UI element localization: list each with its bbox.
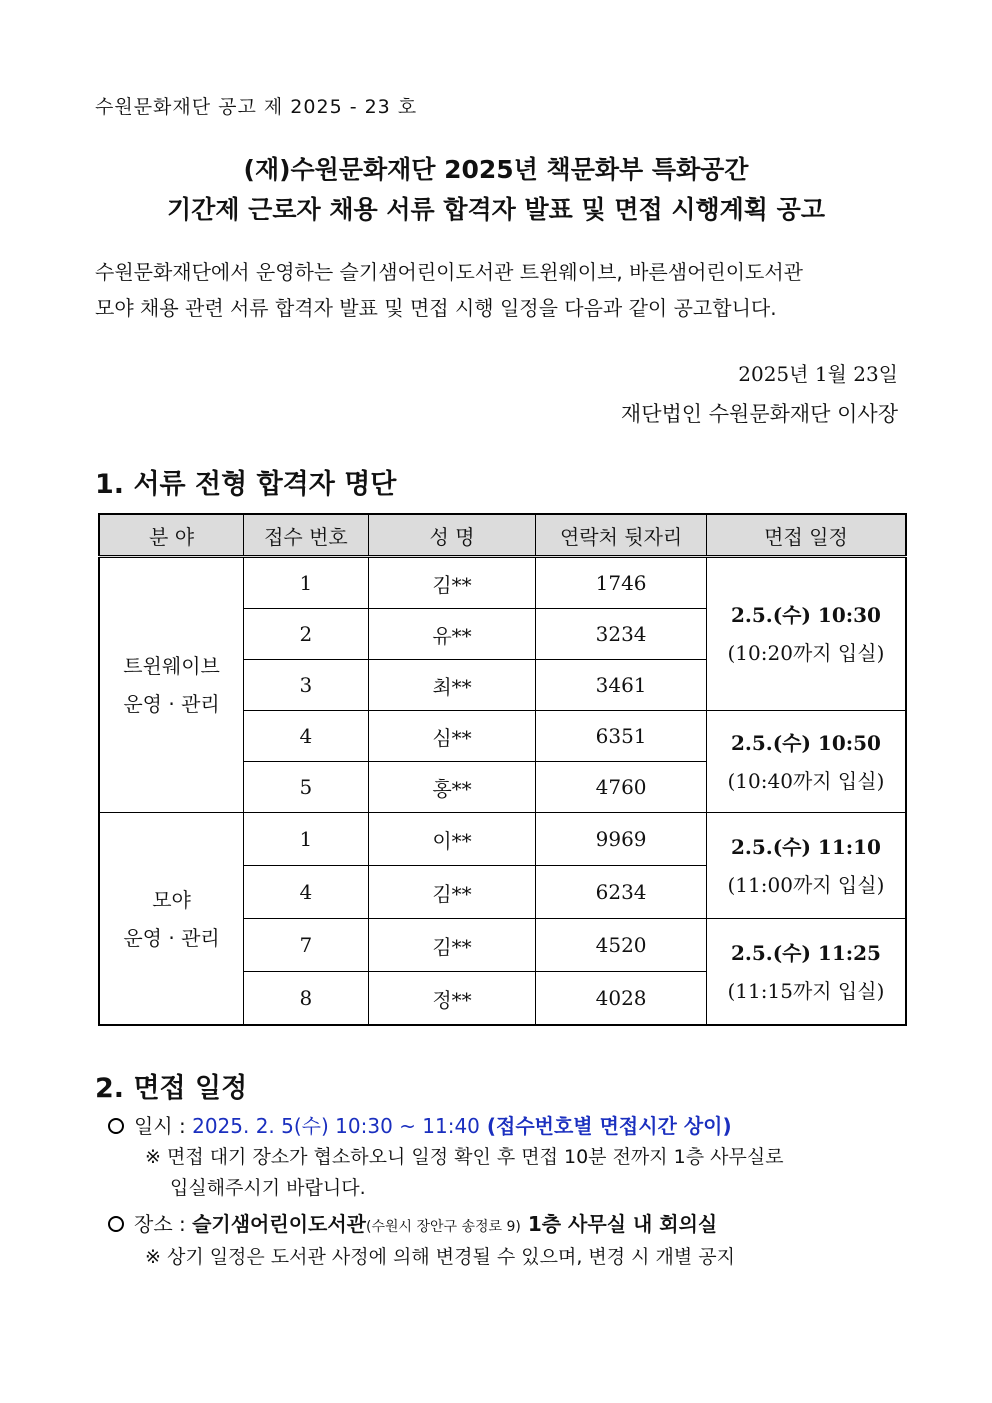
place-name: 슬기샘어린이도서관 xyxy=(192,1212,366,1236)
interview-schedule xyxy=(706,813,906,919)
receipt-no: 4 xyxy=(244,866,369,919)
check-in-time: (11:15까지 입실) xyxy=(727,978,885,1003)
place-label: 장소 : xyxy=(134,1212,193,1236)
applicant-name: 유** xyxy=(368,609,536,660)
receipt-no: 8 xyxy=(244,972,369,1026)
applicant-name: 심** xyxy=(368,711,536,762)
schedule-item xyxy=(108,1110,732,1139)
receipt-no: 7 xyxy=(244,919,369,972)
place-address: (수원시 장안구 송정로 9) xyxy=(365,1219,521,1235)
notice-number: 수원문화재단 공고 제 2025 - 23 호 xyxy=(95,96,418,118)
receipt-no: 5 xyxy=(244,762,369,813)
phone-suffix: 3461 xyxy=(536,660,707,711)
header-phone: 연락처 뒷자리 xyxy=(536,514,707,557)
phone-suffix: 6234 xyxy=(536,866,707,919)
check-in-time: (10:40까지 입실) xyxy=(727,768,885,793)
interview-time: 2.5.(수) 11:25 xyxy=(730,940,881,965)
announcement-date: 2025년 1월 23일 xyxy=(738,362,898,386)
receipt-no: 1 xyxy=(244,557,369,609)
phone-suffix: 4760 xyxy=(536,762,707,813)
interview-schedule xyxy=(706,919,906,1026)
dept-role: 운영 · 관리 xyxy=(123,925,220,950)
title-line-2: 기간제 근로자 채용 서류 합격자 발표 및 면접 시행계획 공고 xyxy=(167,195,825,224)
phone-suffix: 6351 xyxy=(536,711,707,762)
schedule-remark: (접수번호별 면접시간 상이) xyxy=(479,1114,732,1138)
receipt-no: 4 xyxy=(244,711,369,762)
phone-suffix: 4520 xyxy=(536,919,707,972)
section-1-title: 1. 서류 전형 합격자 명단 xyxy=(95,469,397,500)
check-in-time: (11:00까지 입실) xyxy=(727,872,885,897)
intro-line-1: 수원문화재단에서 운영하는 슬기샘어린이도서관 트윈웨이브, 바른샘어린이도서관 xyxy=(95,260,803,284)
interview-schedule xyxy=(706,557,906,711)
header-dept: 분 야 xyxy=(99,514,244,557)
place-room: 1층 사무실 내 회의실 xyxy=(520,1212,718,1236)
applicant-name: 최** xyxy=(368,660,536,711)
signer: 재단법인 수원문화재단 이사장 xyxy=(620,402,898,426)
phone-suffix: 3234 xyxy=(536,609,707,660)
schedule-note-line-2: 입실해주시기 바랍니다. xyxy=(170,1177,366,1199)
schedule-note xyxy=(145,1142,784,1204)
dept-name: 트윈웨이브 xyxy=(123,654,220,678)
table-row xyxy=(99,557,906,609)
intro-line-2: 모야 채용 관련 서류 합격자 발표 및 면접 시행 일정을 다음과 같이 공고합니다. xyxy=(95,296,777,320)
interview-time: 2.5.(수) 10:50 xyxy=(730,730,881,755)
applicant-table xyxy=(98,513,907,1026)
applicant-name: 김** xyxy=(368,557,536,609)
place-item xyxy=(108,1208,717,1237)
receipt-no: 2 xyxy=(244,609,369,660)
schedule-label: 일시 : xyxy=(134,1114,193,1138)
intro-paragraph xyxy=(95,254,900,326)
applicant-name: 정** xyxy=(368,972,536,1026)
header-no: 접수 번호 xyxy=(244,514,369,557)
header-schedule: 면접 일정 xyxy=(706,514,906,557)
applicant-name: 김** xyxy=(368,919,536,972)
phone-suffix: 1746 xyxy=(536,557,707,609)
table-row xyxy=(99,813,906,866)
header-name: 성 명 xyxy=(368,514,536,557)
applicant-name: 홍** xyxy=(368,762,536,813)
dept-role: 운영 · 관리 xyxy=(123,692,220,716)
schedule-datetime: 2025. 2. 5(수) 10:30 ~ 11:40 xyxy=(192,1114,480,1138)
dept-cell xyxy=(99,557,244,813)
dept-cell xyxy=(99,813,244,1026)
interview-schedule xyxy=(706,711,906,813)
circle-bullet-icon xyxy=(108,1118,124,1134)
phone-suffix: 9969 xyxy=(536,813,707,866)
schedule-note-line-1: ※ 면접 대기 장소가 협소하오니 일정 확인 후 면접 10분 전까지 1층 사무실로 xyxy=(145,1146,784,1168)
section-2-title: 2. 면접 일정 xyxy=(95,1073,248,1104)
phone-suffix: 4028 xyxy=(536,972,707,1026)
table-header-row xyxy=(99,514,906,557)
applicant-name: 김** xyxy=(368,866,536,919)
interview-time: 2.5.(수) 10:30 xyxy=(730,603,881,627)
applicant-name: 이** xyxy=(368,813,536,866)
receipt-no: 3 xyxy=(244,660,369,711)
dept-name: 모야 xyxy=(152,887,191,912)
interview-time: 2.5.(수) 11:10 xyxy=(730,834,881,859)
place-note: ※ 상기 일정은 도서관 사정에 의해 변경될 수 있으며, 변경 시 개별 공지 xyxy=(145,1246,735,1268)
receipt-no: 1 xyxy=(244,813,369,866)
check-in-time: (10:20까지 입실) xyxy=(727,641,885,665)
circle-bullet-icon xyxy=(108,1216,124,1232)
title-line-1: (재)수원문화재단 2025년 책문화부 특화공간 xyxy=(243,155,749,184)
